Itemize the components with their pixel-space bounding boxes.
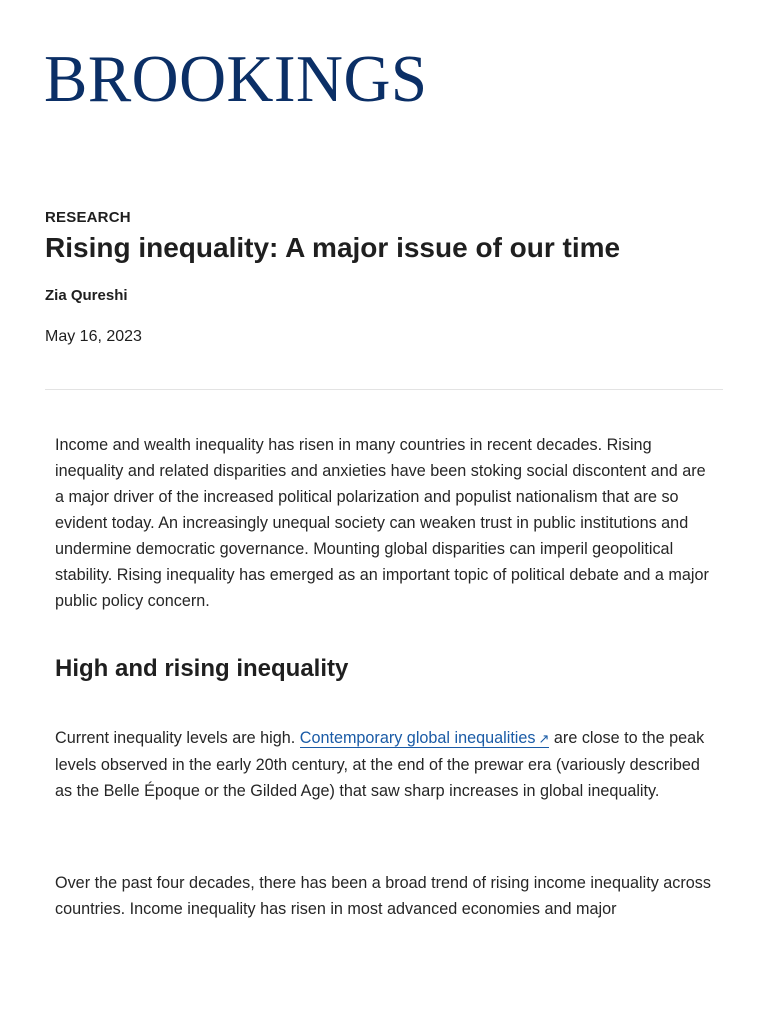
article-author[interactable]: Zia Qureshi [45,287,128,304]
paragraph-text-before-link: Current inequality levels are high. [55,729,300,747]
paragraph-intro: Income and wealth inequality has risen in many countries in recent decades. Rising inequality and related disparities and anxieties have been stoking social discontent and are a major driver of the increased political polarization and populist nationalism that are so evident today. An increasingly unequal society can weaken trust in public institutions and undermine democratic governance. Mounting global disparities can imperil geopolitical stability. Rising inequality has emerged as an important topic of political debate and a major public policy concern. [55,436,709,610]
brookings-logo[interactable]: BROOKINGS [44,42,428,116]
section-heading: High and rising inequality [55,655,349,682]
paragraph-text-after-link: are close to the peak levels observed in the early 20th century, at the end of the prewar era (variously described as the Belle Époque or the Gilded Age) that saw sharp increases in global inequality. [55,729,705,800]
contemporary-global-inequalities-link[interactable] [300,729,550,748]
header-divider [45,389,723,390]
article-title: Rising inequality: A major issue of our time [45,232,621,263]
paragraph-four-decades: Over the past four decades, there has been a broad trend of rising income inequality across countries. Income inequality has risen in most advanced economies and major [55,874,711,918]
paragraph-current-inequality [55,725,715,804]
article-date: May 16, 2023 [45,328,142,345]
link-label[interactable]: Contemporary global inequalities [299,729,536,747]
external-link-icon[interactable]: ↗ [538,731,550,746]
article-category[interactable]: RESEARCH [45,209,131,226]
